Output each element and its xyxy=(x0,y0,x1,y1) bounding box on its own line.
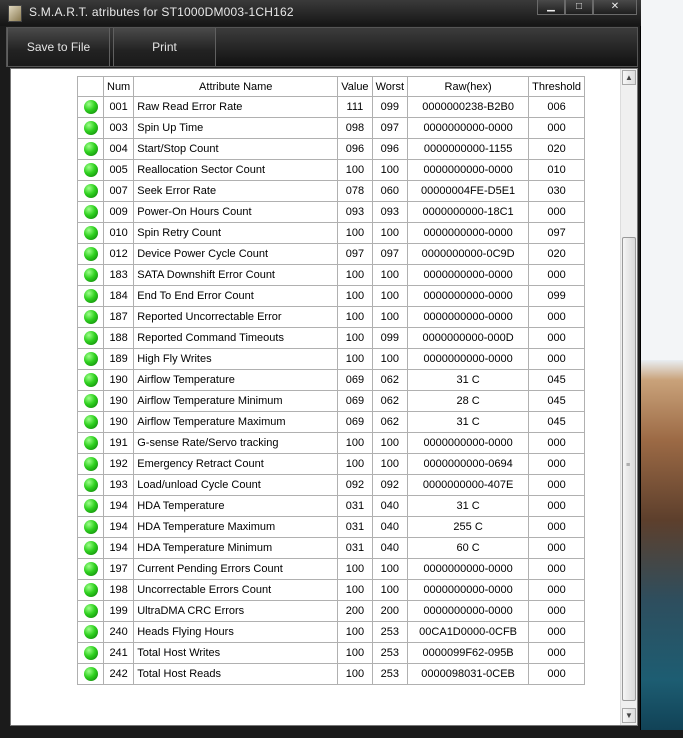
table-body xyxy=(78,97,585,685)
scroll-down-icon[interactable]: ▼ xyxy=(622,708,636,723)
threshold-cell: 097 xyxy=(529,223,585,244)
threshold-cell: 000 xyxy=(529,433,585,454)
status-cell xyxy=(78,265,104,286)
num-cell: 001 xyxy=(104,97,134,118)
worst-cell: 200 xyxy=(372,601,408,622)
num-cell: 193 xyxy=(104,475,134,496)
status-cell xyxy=(78,139,104,160)
app-icon xyxy=(8,5,22,22)
attribute-name-cell: Heads Flying Hours xyxy=(134,622,338,643)
status-ok-icon xyxy=(84,583,98,597)
status-ok-icon xyxy=(84,100,98,114)
num-cell: 194 xyxy=(104,538,134,559)
raw-hex-cell: 28 C xyxy=(408,391,529,412)
num-cell: 188 xyxy=(104,328,134,349)
attribute-name-cell: UltraDMA CRC Errors xyxy=(134,601,338,622)
status-ok-icon xyxy=(84,142,98,156)
attribute-name-cell: Device Power Cycle Count xyxy=(134,244,338,265)
table-row[interactable] xyxy=(78,559,585,580)
status-ok-icon xyxy=(84,310,98,324)
scrollbar-thumb[interactable] xyxy=(622,237,636,701)
threshold-cell: 000 xyxy=(529,538,585,559)
threshold-cell: 000 xyxy=(529,643,585,664)
table-row[interactable] xyxy=(78,475,585,496)
raw-hex-cell: 0000000000-000D xyxy=(408,328,529,349)
value-cell: 031 xyxy=(338,538,372,559)
title-bar[interactable] xyxy=(0,0,641,26)
raw-hex-cell: 00CA1D0000-0CFB xyxy=(408,622,529,643)
attribute-name-cell: Reallocation Sector Count xyxy=(134,160,338,181)
threshold-cell: 000 xyxy=(529,622,585,643)
value-cell: 100 xyxy=(338,664,372,685)
header-value[interactable]: Value xyxy=(338,77,372,97)
value-cell: 100 xyxy=(338,328,372,349)
threshold-cell: 000 xyxy=(529,475,585,496)
num-cell: 010 xyxy=(104,223,134,244)
raw-hex-cell: 31 C xyxy=(408,412,529,433)
raw-hex-cell: 0000000000-0000 xyxy=(408,223,529,244)
status-cell xyxy=(78,118,104,139)
value-cell: 111 xyxy=(338,97,372,118)
status-cell xyxy=(78,307,104,328)
value-cell: 100 xyxy=(338,643,372,664)
worst-cell: 253 xyxy=(372,622,408,643)
worst-cell: 100 xyxy=(372,286,408,307)
attribute-name-cell: Power-On Hours Count xyxy=(134,202,338,223)
raw-hex-cell: 0000000000-0000 xyxy=(408,265,529,286)
window-title: S.M.A.R.T. atributes for ST1000DM003-1CH162 xyxy=(29,5,294,19)
header-attribute-name[interactable]: Attribute Name xyxy=(134,77,338,97)
raw-hex-cell: 0000000000-0000 xyxy=(408,580,529,601)
attribute-name-cell: HDA Temperature Maximum xyxy=(134,517,338,538)
raw-hex-cell: 0000000000-0000 xyxy=(408,160,529,181)
status-ok-icon xyxy=(84,520,98,534)
threshold-cell: 099 xyxy=(529,286,585,307)
attribute-name-cell: Airflow Temperature Minimum xyxy=(134,391,338,412)
attribute-name-cell: Total Host Writes xyxy=(134,643,338,664)
status-cell xyxy=(78,580,104,601)
table-row[interactable] xyxy=(78,664,585,685)
threshold-cell: 000 xyxy=(529,265,585,286)
num-cell: 194 xyxy=(104,517,134,538)
status-cell xyxy=(78,244,104,265)
status-ok-icon xyxy=(84,331,98,345)
table-row[interactable] xyxy=(78,601,585,622)
num-cell: 190 xyxy=(104,391,134,412)
table-row[interactable] xyxy=(78,223,585,244)
status-ok-icon xyxy=(84,268,98,282)
worst-cell: 100 xyxy=(372,349,408,370)
threshold-cell: 000 xyxy=(529,496,585,517)
value-cell: 092 xyxy=(338,475,372,496)
attribute-name-cell: Airflow Temperature Maximum xyxy=(134,412,338,433)
threshold-cell: 000 xyxy=(529,349,585,370)
num-cell: 009 xyxy=(104,202,134,223)
num-cell: 191 xyxy=(104,433,134,454)
status-cell xyxy=(78,559,104,580)
status-cell xyxy=(78,349,104,370)
value-cell: 100 xyxy=(338,433,372,454)
num-cell: 184 xyxy=(104,286,134,307)
worst-cell: 100 xyxy=(372,223,408,244)
num-cell: 183 xyxy=(104,265,134,286)
threshold-cell: 020 xyxy=(529,244,585,265)
value-cell: 100 xyxy=(338,580,372,601)
threshold-cell: 000 xyxy=(529,202,585,223)
threshold-cell: 000 xyxy=(529,580,585,601)
attribute-name-cell: Load/unload Cycle Count xyxy=(134,475,338,496)
num-cell: 241 xyxy=(104,643,134,664)
table-row[interactable] xyxy=(78,622,585,643)
status-cell xyxy=(78,538,104,559)
threshold-cell: 000 xyxy=(529,454,585,475)
value-cell: 200 xyxy=(338,601,372,622)
threshold-cell: 045 xyxy=(529,412,585,433)
num-cell: 199 xyxy=(104,601,134,622)
raw-hex-cell: 0000000000-18C1 xyxy=(408,202,529,223)
value-cell: 078 xyxy=(338,181,372,202)
status-ok-icon xyxy=(84,415,98,429)
status-ok-icon xyxy=(84,121,98,135)
raw-hex-cell: 0000000000-0000 xyxy=(408,559,529,580)
threshold-cell: 000 xyxy=(529,328,585,349)
status-cell xyxy=(78,601,104,622)
threshold-cell: 000 xyxy=(529,601,585,622)
threshold-cell: 006 xyxy=(529,97,585,118)
table-row[interactable] xyxy=(78,286,585,307)
print-button[interactable]: Print xyxy=(113,28,216,66)
num-cell: 198 xyxy=(104,580,134,601)
status-cell xyxy=(78,370,104,391)
threshold-cell: 000 xyxy=(529,517,585,538)
threshold-cell: 045 xyxy=(529,391,585,412)
table-row[interactable] xyxy=(78,538,585,559)
worst-cell: 100 xyxy=(372,559,408,580)
num-cell: 190 xyxy=(104,412,134,433)
num-cell: 192 xyxy=(104,454,134,475)
num-cell: 242 xyxy=(104,664,134,685)
status-ok-icon xyxy=(84,646,98,660)
status-cell xyxy=(78,517,104,538)
value-cell: 093 xyxy=(338,202,372,223)
attribute-name-cell: G-sense Rate/Servo tracking xyxy=(134,433,338,454)
worst-cell: 040 xyxy=(372,538,408,559)
attribute-name-cell: End To End Error Count xyxy=(134,286,338,307)
maximize-button[interactable]: □ xyxy=(565,0,593,15)
value-cell: 031 xyxy=(338,496,372,517)
status-cell xyxy=(78,454,104,475)
toolbar xyxy=(6,27,638,67)
header-worst[interactable]: Worst xyxy=(372,77,408,97)
value-cell: 031 xyxy=(338,517,372,538)
worst-cell: 092 xyxy=(372,475,408,496)
status-ok-icon xyxy=(84,163,98,177)
table-row[interactable] xyxy=(78,97,585,118)
status-ok-icon xyxy=(84,289,98,303)
table-row[interactable] xyxy=(78,349,585,370)
worst-cell: 099 xyxy=(372,328,408,349)
attribute-name-cell: Spin Retry Count xyxy=(134,223,338,244)
header-status[interactable] xyxy=(78,77,104,97)
threshold-cell: 000 xyxy=(529,664,585,685)
table-row[interactable] xyxy=(78,433,585,454)
raw-hex-cell: 31 C xyxy=(408,370,529,391)
taskbar-strip xyxy=(0,730,683,738)
num-cell: 190 xyxy=(104,370,134,391)
raw-hex-cell: 0000099F62-095B xyxy=(408,643,529,664)
status-ok-icon xyxy=(84,184,98,198)
value-cell: 100 xyxy=(338,559,372,580)
status-ok-icon xyxy=(84,499,98,513)
worst-cell: 100 xyxy=(372,454,408,475)
raw-hex-cell: 0000000000-0694 xyxy=(408,454,529,475)
attribute-name-cell: High Fly Writes xyxy=(134,349,338,370)
attribute-name-cell: Reported Uncorrectable Error xyxy=(134,307,338,328)
value-cell: 097 xyxy=(338,244,372,265)
table-row[interactable] xyxy=(78,139,585,160)
attribute-name-cell: Spin Up Time xyxy=(134,118,338,139)
value-cell: 100 xyxy=(338,454,372,475)
table-row[interactable] xyxy=(78,160,585,181)
value-cell: 069 xyxy=(338,391,372,412)
attribute-name-cell: HDA Temperature xyxy=(134,496,338,517)
status-cell xyxy=(78,286,104,307)
worst-cell: 100 xyxy=(372,307,408,328)
table-row[interactable] xyxy=(78,118,585,139)
status-ok-icon xyxy=(84,625,98,639)
raw-hex-cell: 0000000000-0000 xyxy=(408,433,529,454)
table-row[interactable] xyxy=(78,307,585,328)
attribute-name-cell: Emergency Retract Count xyxy=(134,454,338,475)
status-cell xyxy=(78,328,104,349)
value-cell: 069 xyxy=(338,370,372,391)
threshold-cell: 020 xyxy=(529,139,585,160)
status-cell xyxy=(78,643,104,664)
worst-cell: 100 xyxy=(372,433,408,454)
header-raw-hex[interactable]: Raw(hex) xyxy=(408,77,529,97)
table-row[interactable] xyxy=(78,580,585,601)
status-cell xyxy=(78,97,104,118)
worst-cell: 100 xyxy=(372,265,408,286)
header-num[interactable]: Num xyxy=(104,77,134,97)
table-row[interactable] xyxy=(78,244,585,265)
attribute-name-cell: Seek Error Rate xyxy=(134,181,338,202)
close-button[interactable]: ✕ xyxy=(593,0,637,15)
raw-hex-cell: 0000000238-B2B0 xyxy=(408,97,529,118)
table-row[interactable] xyxy=(78,643,585,664)
raw-hex-cell: 60 C xyxy=(408,538,529,559)
status-ok-icon xyxy=(84,457,98,471)
value-cell: 100 xyxy=(338,349,372,370)
table-row[interactable] xyxy=(78,496,585,517)
value-cell: 100 xyxy=(338,307,372,328)
raw-hex-cell: 0000098031-0CEB xyxy=(408,664,529,685)
attribute-name-cell: Uncorrectable Errors Count xyxy=(134,580,338,601)
minimize-button[interactable]: ▁ xyxy=(537,0,565,15)
num-cell: 003 xyxy=(104,118,134,139)
num-cell: 194 xyxy=(104,496,134,517)
window-controls xyxy=(537,0,637,16)
desktop-background xyxy=(640,0,683,738)
worst-cell: 093 xyxy=(372,202,408,223)
worst-cell: 097 xyxy=(372,244,408,265)
raw-hex-cell: 0000000000-0000 xyxy=(408,307,529,328)
attribute-name-cell: Airflow Temperature xyxy=(134,370,338,391)
table-row[interactable] xyxy=(78,391,585,412)
value-cell: 096 xyxy=(338,139,372,160)
status-cell xyxy=(78,160,104,181)
scroll-up-icon[interactable]: ▲ xyxy=(622,70,636,85)
worst-cell: 062 xyxy=(372,412,408,433)
num-cell: 187 xyxy=(104,307,134,328)
status-cell xyxy=(78,181,104,202)
grip-icon: ≡ xyxy=(626,462,631,469)
worst-cell: 253 xyxy=(372,643,408,664)
header-threshold[interactable]: Threshold xyxy=(529,77,585,97)
worst-cell: 062 xyxy=(372,370,408,391)
value-cell: 100 xyxy=(338,265,372,286)
attribute-name-cell: Raw Read Error Rate xyxy=(134,97,338,118)
num-cell: 012 xyxy=(104,244,134,265)
attribute-name-cell: Reported Command Timeouts xyxy=(134,328,338,349)
value-cell: 069 xyxy=(338,412,372,433)
table-row[interactable] xyxy=(78,517,585,538)
table-row[interactable] xyxy=(78,202,585,223)
worst-cell: 040 xyxy=(372,517,408,538)
worst-cell: 096 xyxy=(372,139,408,160)
status-ok-icon xyxy=(84,604,98,618)
num-cell: 005 xyxy=(104,160,134,181)
attribute-name-cell: SATA Downshift Error Count xyxy=(134,265,338,286)
table-header-row xyxy=(78,77,585,97)
table-row[interactable] xyxy=(78,412,585,433)
save-to-file-button[interactable]: Save to File xyxy=(7,28,110,66)
worst-cell: 062 xyxy=(372,391,408,412)
vertical-scrollbar[interactable] xyxy=(620,69,637,725)
status-ok-icon xyxy=(84,562,98,576)
status-cell xyxy=(78,475,104,496)
num-cell: 189 xyxy=(104,349,134,370)
raw-hex-cell: 0000000000-0000 xyxy=(408,601,529,622)
threshold-cell: 010 xyxy=(529,160,585,181)
attribute-name-cell: Total Host Reads xyxy=(134,664,338,685)
raw-hex-cell: 0000000000-0000 xyxy=(408,118,529,139)
value-cell: 100 xyxy=(338,223,372,244)
num-cell: 007 xyxy=(104,181,134,202)
raw-hex-cell: 0000000000-0000 xyxy=(408,286,529,307)
raw-hex-cell: 0000000000-0C9D xyxy=(408,244,529,265)
status-ok-icon xyxy=(84,352,98,366)
raw-hex-cell: 31 C xyxy=(408,496,529,517)
status-ok-icon xyxy=(84,373,98,387)
attribute-name-cell: Current Pending Errors Count xyxy=(134,559,338,580)
num-cell: 240 xyxy=(104,622,134,643)
num-cell: 004 xyxy=(104,139,134,160)
worst-cell: 040 xyxy=(372,496,408,517)
status-cell xyxy=(78,496,104,517)
status-cell xyxy=(78,412,104,433)
raw-hex-cell: 0000000000-0000 xyxy=(408,349,529,370)
table-row[interactable] xyxy=(78,181,585,202)
status-ok-icon xyxy=(84,394,98,408)
value-cell: 100 xyxy=(338,286,372,307)
worst-cell: 100 xyxy=(372,160,408,181)
status-ok-icon xyxy=(84,667,98,681)
raw-hex-cell: 0000000000-407E xyxy=(408,475,529,496)
attribute-name-cell: Start/Stop Count xyxy=(134,139,338,160)
worst-cell: 060 xyxy=(372,181,408,202)
value-cell: 100 xyxy=(338,622,372,643)
smart-attributes-table xyxy=(77,76,585,685)
table-row[interactable] xyxy=(78,454,585,475)
raw-hex-cell: 0000000000-1155 xyxy=(408,139,529,160)
raw-hex-cell: 255 C xyxy=(408,517,529,538)
status-cell xyxy=(78,223,104,244)
status-ok-icon xyxy=(84,541,98,555)
attribute-name-cell: HDA Temperature Minimum xyxy=(134,538,338,559)
status-cell xyxy=(78,433,104,454)
status-cell xyxy=(78,664,104,685)
table-row[interactable] xyxy=(78,265,585,286)
table-row[interactable] xyxy=(78,370,585,391)
status-cell xyxy=(78,622,104,643)
status-ok-icon xyxy=(84,205,98,219)
status-cell xyxy=(78,202,104,223)
table-row[interactable] xyxy=(78,328,585,349)
threshold-cell: 000 xyxy=(529,559,585,580)
value-cell: 098 xyxy=(338,118,372,139)
worst-cell: 097 xyxy=(372,118,408,139)
value-cell: 100 xyxy=(338,160,372,181)
status-ok-icon xyxy=(84,478,98,492)
threshold-cell: 045 xyxy=(529,370,585,391)
status-ok-icon xyxy=(84,436,98,450)
status-cell xyxy=(78,391,104,412)
threshold-cell: 000 xyxy=(529,307,585,328)
worst-cell: 100 xyxy=(372,580,408,601)
status-ok-icon xyxy=(84,247,98,261)
worst-cell: 253 xyxy=(372,664,408,685)
threshold-cell: 030 xyxy=(529,181,585,202)
worst-cell: 099 xyxy=(372,97,408,118)
threshold-cell: 000 xyxy=(529,118,585,139)
num-cell: 197 xyxy=(104,559,134,580)
raw-hex-cell: 00000004FE-D5E1 xyxy=(408,181,529,202)
desktop-light-area xyxy=(640,0,683,360)
status-ok-icon xyxy=(84,226,98,240)
